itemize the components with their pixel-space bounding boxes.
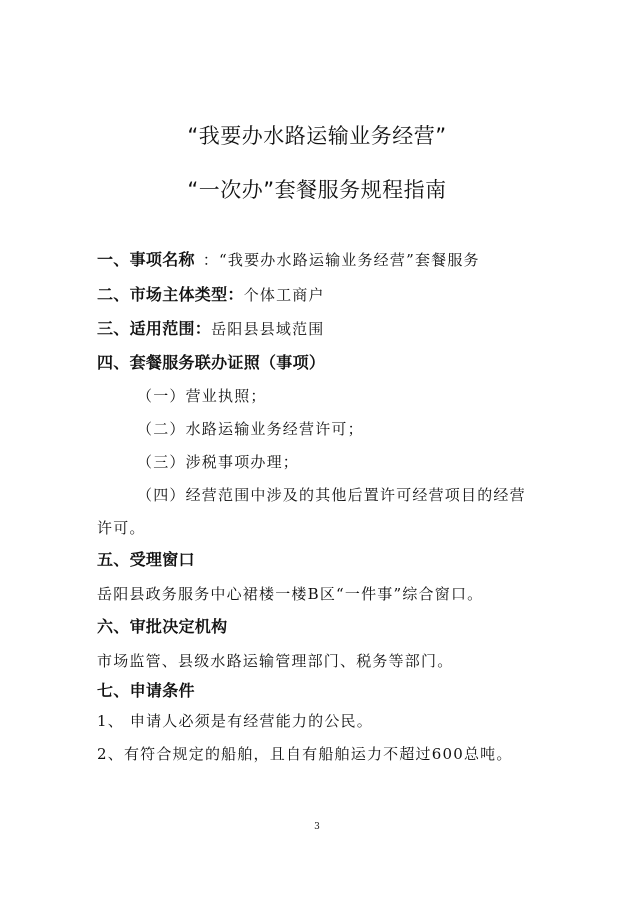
section-6-text: 市场监管、县级水路运输管理部门、税务等部门。 xyxy=(97,652,454,670)
section-4-item-3: （三）涉税事项办理； xyxy=(137,453,300,471)
section-3-text: 岳阳县县域范围 xyxy=(211,320,325,338)
section-7-item-2: 2、有符合规定的船舶，且自有船舶运力不超过600总吨。 xyxy=(97,745,513,763)
section-3-heading: 三、适用范围： xyxy=(97,319,212,338)
section-5-text: 岳阳县政务服务中心裙楼一楼B区“一件事”综合窗口。 xyxy=(97,585,484,603)
section-2-entity-type xyxy=(97,285,325,305)
section-1-item-name xyxy=(97,250,480,270)
section-5-heading: 五、受理窗口 xyxy=(97,550,195,569)
section-4-item-2: （二）水路运输业务经营许可； xyxy=(137,420,364,438)
section-1-text: ：“我要办水路运输业务经营”套餐服务 xyxy=(202,251,480,269)
section-3-scope xyxy=(97,319,325,339)
section-4-heading: 四、套餐服务联办证照（事项） xyxy=(97,353,326,372)
section-2-text: 个体工商户 xyxy=(243,286,325,304)
section-2-heading: 二、市场主体类型： xyxy=(97,285,244,304)
document-title-line-2: “一次办”套餐服务规程指南 xyxy=(187,178,447,202)
section-7-heading: 七、申请条件 xyxy=(97,681,195,700)
document-title-line-1: “我要办水路运输业务经营” xyxy=(187,124,447,148)
section-6-heading: 六、审批决定机构 xyxy=(97,617,228,636)
page-number: 3 xyxy=(314,822,320,832)
section-7-item-1: 1、 申请人必须是有经营能力的公民。 xyxy=(97,712,373,730)
section-4-item-4-continuation: 许可。 xyxy=(97,519,146,537)
section-4-item-4: （四）经营范围中涉及的其他后置许可经营项目的经营 xyxy=(137,486,526,504)
section-4-item-1: （一）营业执照； xyxy=(137,387,267,405)
section-1-heading: 一、事项名称 xyxy=(97,250,195,269)
